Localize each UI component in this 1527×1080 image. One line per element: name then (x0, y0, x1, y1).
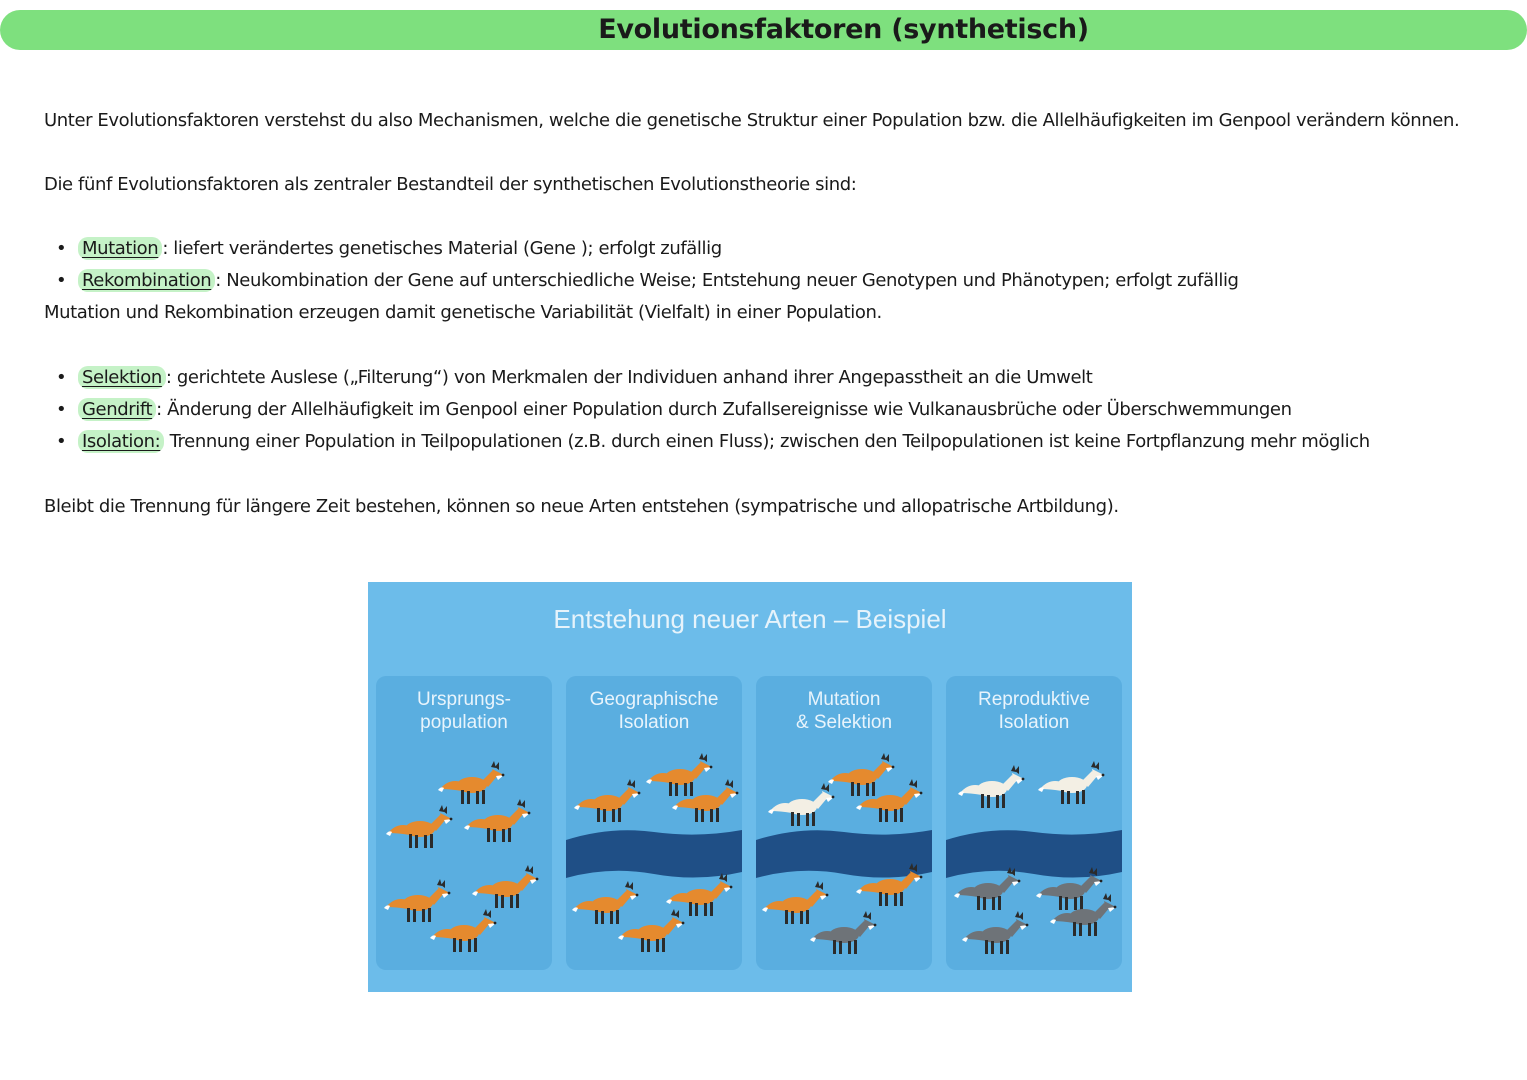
intro-paragraph: Unter Evolutionsfaktoren verstehst du also Mechanismen, welche die genetische Struktur einer Population bzw. die Allelhäufigkeiten im Genpool verändern können. (44, 110, 1460, 131)
panel-label-line2: population (420, 712, 508, 733)
summary-paragraph: Mutation und Rekombination erzeugen damit genetische Variabilität (Vielfalt) in einer Population. (44, 302, 882, 323)
term-highlight: Selektion (78, 366, 166, 389)
list-item-rekombination (56, 270, 1239, 291)
panel-label-line2: Isolation (998, 712, 1070, 733)
panel-label-line2: & Selektion (795, 712, 893, 733)
panel-mutation-selection (756, 676, 932, 970)
red-fox-icon (854, 860, 924, 912)
term-description: : gerichtete Auslese („Filterung“) von Merkmalen der Individuen anhand ihrer Angepasstheit an die Umwelt (165, 367, 1093, 388)
bullet-icon: • (56, 270, 67, 291)
infographic-title: Entstehung neuer Arten – Beispiel (553, 604, 947, 634)
term-description: : Neukombination der Gene auf unterschiedliche Weise; Entstehung neuer Genotypen und Phänotypen; erfolgt zufällig (215, 270, 1239, 291)
panel-label-line1: Mutation (807, 689, 881, 710)
conclusion-paragraph: Bleibt die Trennung für längere Zeit bestehen, können so neue Arten entstehen (sympatrische und allopatrische Artbildung). (44, 496, 1119, 517)
red-fox-icon (572, 776, 642, 828)
term-description: : Änderung der Allelhäufigkeit im Genpool einer Population durch Zufallsereignisse wie Vulkanausbrüche oder Überschwemmungen (156, 399, 1292, 420)
red-fox-icon (854, 776, 924, 828)
panel-original-population (376, 676, 552, 970)
red-fox-icon (616, 906, 686, 958)
panel-label (566, 688, 742, 734)
term-description: : liefert verändertes genetisches Material (Gene ); erfolgt zufällig (162, 238, 722, 259)
list-item-gendrift (56, 399, 1292, 420)
panel-geographic-isolation (566, 676, 742, 970)
bullet-icon: • (56, 238, 67, 259)
page-title: Evolutionsfaktoren (synthetisch) (598, 14, 1089, 45)
lead-paragraph: Die fünf Evolutionsfaktoren als zentraler Bestandteil der synthetischen Evolutionstheorie sind: (44, 174, 857, 195)
grey-fox-icon (960, 908, 1030, 960)
bullet-icon: • (56, 367, 67, 388)
panel-label-line2: Isolation (618, 712, 690, 733)
panel-reproductive-isolation (946, 676, 1122, 970)
panel-label-line1: Geographische (589, 689, 719, 710)
term-description: Trennung einer Population in Teilpopulationen (z.B. durch einen Fluss); zwischen den Teilpopulationen ist keine Fortpflanzung mehr möglich (164, 431, 1370, 452)
panel-label-line1: Reproduktive (978, 689, 1090, 710)
panel-label (756, 688, 932, 734)
red-fox-icon (670, 776, 740, 828)
red-fox-icon (384, 802, 454, 854)
grey-fox-icon (808, 908, 878, 960)
bullet-icon: • (56, 399, 67, 420)
panel-label (376, 688, 552, 734)
term-highlight: Isolation: (78, 430, 164, 453)
list-item-mutation (56, 238, 722, 259)
term-highlight: Gendrift (78, 398, 156, 421)
list-item-isolation (56, 431, 1370, 452)
speciation-infographic (368, 582, 1132, 992)
red-fox-icon (428, 906, 498, 958)
list-item-selektion (56, 367, 1092, 388)
term-highlight: Mutation (78, 237, 162, 260)
term-highlight: Rekombination (78, 269, 215, 292)
panel-label (946, 688, 1122, 734)
arctic-fox-icon (956, 762, 1026, 814)
red-fox-icon (462, 796, 532, 848)
arctic-fox-icon (1036, 758, 1106, 810)
grey-fox-icon (1048, 890, 1118, 942)
bullet-icon: • (56, 431, 67, 452)
panel-label-line1: Ursprungs- (417, 689, 511, 710)
arctic-fox-icon (766, 780, 836, 832)
